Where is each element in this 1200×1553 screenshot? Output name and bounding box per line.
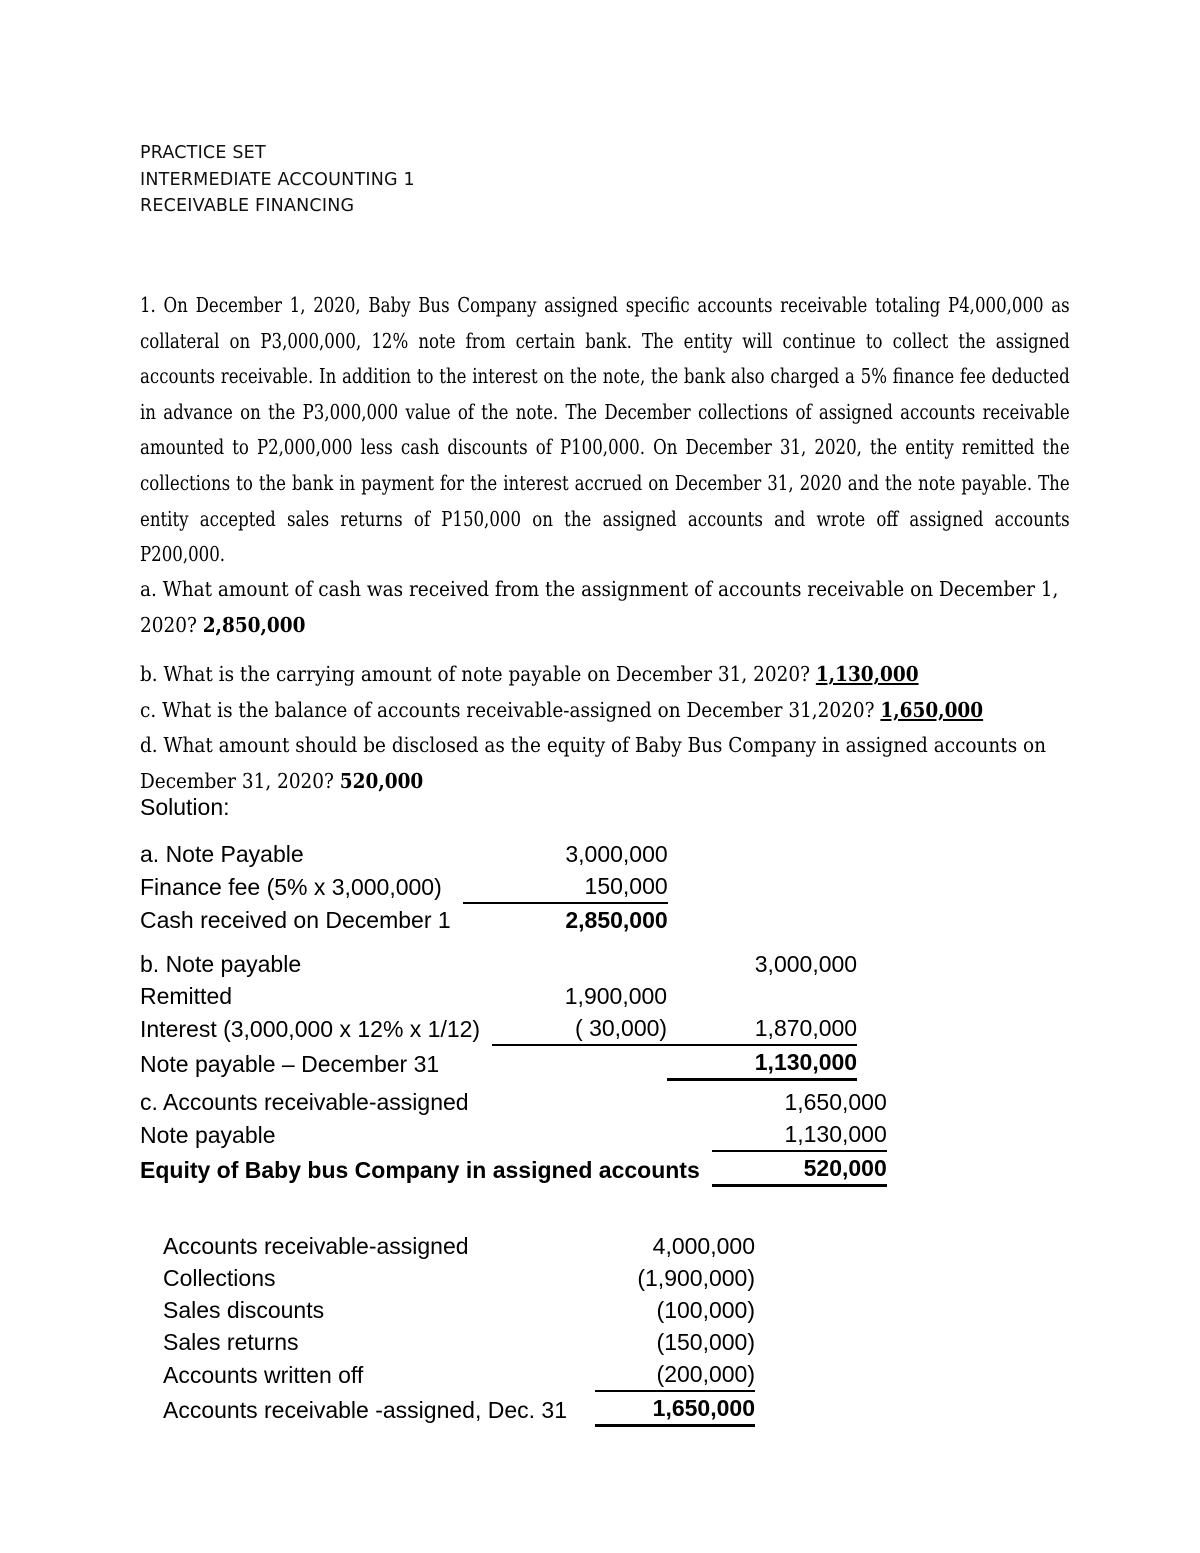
solution-c-row1-value: 1,130,000 — [712, 1118, 887, 1151]
table-row — [140, 1012, 857, 1045]
solution-a-row0-label: a. Note Payable — [140, 841, 304, 867]
solution-section-a — [140, 838, 668, 936]
solution-b-row1-label: Remitted — [140, 983, 233, 1009]
question-b-answer: 1,130,000 — [815, 662, 919, 686]
solution-b-row0-col1 — [492, 948, 667, 980]
table-row — [140, 1151, 887, 1186]
solution-b-row2-col1: ( 30,000) — [492, 1012, 667, 1045]
question-d-text: d. What amount should be disclosed as the equity of Baby Bus Company in assigned accounts on December 31, 2020? — [140, 733, 1047, 793]
solution-d-row1-value: (1,900,000) — [637, 1265, 755, 1291]
solution-c-row2-value: 520,000 — [712, 1151, 887, 1186]
table-row — [140, 903, 668, 936]
header-line-topic: RECEIVABLE FINANCING — [140, 196, 355, 216]
question-d-answer: 520,000 — [339, 768, 424, 793]
solution-b-row3-label: Note payable – December 31 — [140, 1050, 440, 1077]
table-row — [163, 1230, 755, 1262]
solution-b-row3-col1 — [492, 1045, 667, 1080]
solution-b-row3-col2: 1,130,000 — [667, 1045, 857, 1080]
solution-a-row0-value: 3,000,000 — [565, 841, 668, 867]
solution-b-row1-col1: 1,900,000 — [564, 983, 668, 1009]
question-gap — [140, 643, 1070, 657]
question-a-text: a. What amount of cash was received from the assignment of accounts receivable on December 1, 2020? — [140, 577, 1059, 637]
table-row — [163, 1294, 755, 1326]
solution-c-row0-value: 1,650,000 — [784, 1089, 887, 1115]
solution-d-row5-label: Accounts receivable -assigned, Dec. 31 — [163, 1396, 567, 1423]
question-d — [140, 728, 1070, 799]
questions-list — [140, 572, 1070, 799]
question-c-answer: 1,650,000 — [880, 697, 984, 722]
solution-a-row2-value: 2,850,000 — [565, 907, 668, 933]
problem-statement: 1. On December 1, 2020, Baby Bus Company assigned specific accounts receivable totaling P4,000,000 as collateral on P3,000,000, 12% note from certain bank. The entity will continue to collect the assigned accounts receivable. In addition to the interest on the note, the bank also charged a 5% finance fee deducted in advance on the P3,000,000 value of the note. The December collections of assigned accounts receivable amounted to P2,000,000 less cash discounts of P100,000. On December 31, 2020, the entity remitted the collections to the bank in payment for the interest accrued on December 31, 2020 and the note payable. The entity accepted sales returns of P150,000 on the assigned accounts and wrote off assigned accounts P200,000. — [140, 293, 1070, 567]
solution-d-row2-value: (100,000) — [656, 1297, 755, 1323]
solution-c-row1-label: Note payable — [140, 1122, 276, 1148]
table-row — [163, 1262, 755, 1294]
solution-c-row0-label: c. Accounts receivable-assigned — [140, 1089, 469, 1115]
solution-d-row3-value: (150,000) — [656, 1329, 755, 1355]
table-row — [140, 980, 857, 1012]
solution-b-row0-col2: 3,000,000 — [754, 951, 858, 977]
solution-section-d — [163, 1230, 755, 1427]
question-c-text: c. What is the balance of accounts receivable-assigned on December 31,2020? — [140, 697, 881, 722]
solution-d-row4-value: (200,000) — [595, 1358, 755, 1391]
solution-b-row1-col2 — [667, 980, 857, 1012]
question-a — [140, 572, 1070, 643]
question-c — [140, 693, 1070, 729]
table-row — [140, 948, 857, 980]
table-row — [163, 1391, 755, 1426]
solution-d-row0-label: Accounts receivable-assigned — [163, 1233, 469, 1259]
table-row — [140, 1045, 857, 1080]
solution-c-table — [140, 1086, 887, 1187]
table-row — [140, 1118, 887, 1151]
header-line-practice-set: PRACTICE SET — [140, 143, 266, 163]
solution-d-row1-label: Collections — [163, 1265, 276, 1291]
solution-d-row3-label: Sales returns — [163, 1329, 299, 1355]
solution-a-row1-value: 150,000 — [463, 870, 668, 903]
solution-section-c — [140, 1086, 887, 1187]
solution-a-row2-label: Cash received on December 1 — [140, 907, 451, 933]
table-row — [163, 1358, 755, 1391]
solution-d-row2-label: Sales discounts — [163, 1297, 325, 1323]
solution-d-row4-label: Accounts written off — [163, 1362, 364, 1388]
document-header — [140, 140, 740, 220]
solution-d-row0-value: 4,000,000 — [652, 1233, 755, 1259]
question-b-text: b. What is the carrying amount of note payable on December 31, 2020? — [140, 662, 816, 686]
solution-b-row2-label: Interest (3,000,000 x 12% x 1/12) — [140, 1016, 481, 1042]
solution-label: Solution: — [140, 794, 230, 820]
table-row — [163, 1326, 755, 1358]
table-row — [140, 1086, 887, 1118]
solution-b-table — [140, 948, 857, 1081]
solution-a-table — [140, 838, 668, 936]
solution-c-row2-label: Equity of Baby bus Company in assigned accounts — [140, 1156, 700, 1183]
solution-b-row0-label: b. Note payable — [140, 951, 302, 977]
solution-section-b — [140, 948, 857, 1081]
question-a-answer: 2,850,000 — [202, 612, 306, 637]
solution-d-table — [163, 1230, 755, 1427]
solution-b-row2-col2: 1,870,000 — [667, 1012, 857, 1045]
solution-a-row1-label: Finance fee (5% x 3,000,000) — [140, 874, 442, 900]
table-row — [140, 838, 668, 870]
header-line-course: INTERMEDIATE ACCOUNTING 1 — [140, 169, 415, 190]
solution-d-row5-value: 1,650,000 — [595, 1391, 755, 1426]
question-b — [140, 657, 1070, 693]
table-row — [140, 870, 668, 903]
